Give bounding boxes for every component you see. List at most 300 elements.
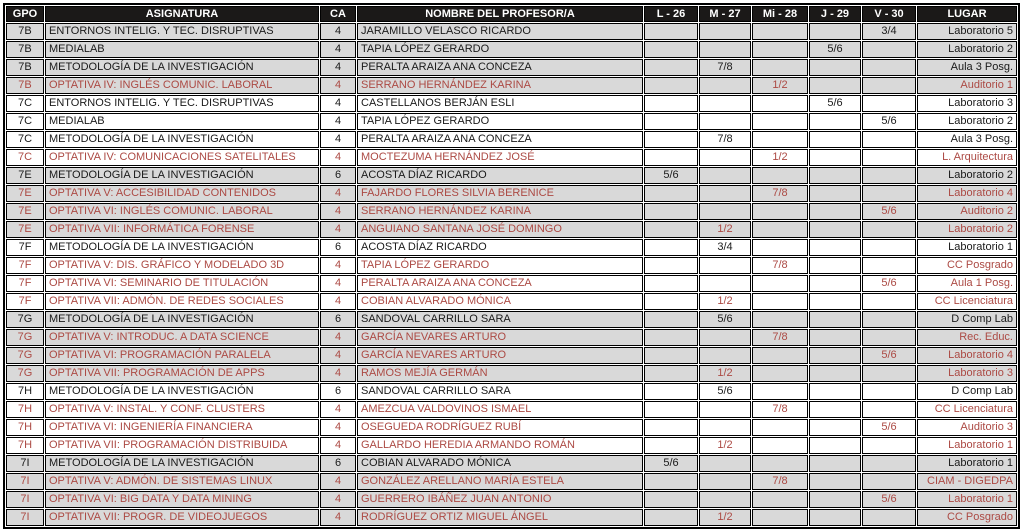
cell-gpo: 7H — [6, 383, 44, 400]
cell-l26 — [644, 311, 698, 328]
cell-ca: 4 — [320, 365, 356, 382]
cell-ca: 4 — [320, 41, 356, 58]
header-row — [6, 6, 1017, 22]
cell-profesor: TAPIA LÓPEZ GERARDO — [357, 41, 643, 58]
cell-v30 — [862, 311, 916, 328]
cell-ca: 4 — [320, 113, 356, 130]
cell-j29 — [809, 167, 861, 184]
cell-asignatura: OPTATIVA V: INTRODUC. A DATA SCIENCE — [45, 329, 319, 346]
cell-ca: 4 — [320, 185, 356, 202]
cell-v30 — [862, 221, 916, 238]
table-row — [6, 95, 1017, 112]
cell-mi28: 7/8 — [752, 401, 808, 418]
cell-m27: 1/2 — [699, 293, 751, 310]
cell-asignatura: METODOLOGÍA DE LA INVESTIGACIÓN — [45, 167, 319, 184]
cell-profesor: RAMOS MEJÍA GERMÁN — [357, 365, 643, 382]
schedule-table — [3, 3, 1020, 529]
cell-j29 — [809, 401, 861, 418]
cell-j29 — [809, 509, 861, 526]
cell-j29: 5/6 — [809, 41, 861, 58]
cell-l26 — [644, 131, 698, 148]
cell-j29 — [809, 419, 861, 436]
cell-l26 — [644, 473, 698, 490]
cell-v30: 5/6 — [862, 491, 916, 508]
cell-asignatura: OPTATIVA IV: INGLÉS COMUNIC. LABORAL — [45, 77, 319, 94]
column-header-ca: CA — [320, 6, 356, 22]
column-header-m27: M - 27 — [699, 6, 751, 22]
cell-lugar: Aula 3 Posg. — [917, 59, 1017, 76]
cell-ca: 4 — [320, 329, 356, 346]
cell-m27: 1/2 — [699, 437, 751, 454]
cell-asignatura: OPTATIVA VI: PROGRAMACIÓN PARALELA — [45, 347, 319, 364]
cell-v30 — [862, 185, 916, 202]
cell-m27 — [699, 113, 751, 130]
cell-gpo: 7G — [6, 347, 44, 364]
cell-ca: 4 — [320, 257, 356, 274]
cell-j29: 5/6 — [809, 95, 861, 112]
cell-m27 — [699, 95, 751, 112]
cell-profesor: COBIAN ALVARADO MÓNICA — [357, 293, 643, 310]
cell-gpo: 7H — [6, 419, 44, 436]
cell-lugar: CC Posgrado — [917, 509, 1017, 526]
cell-mi28 — [752, 239, 808, 256]
column-header-lugar: LUGAR — [917, 6, 1017, 22]
cell-profesor: GALLARDO HEREDIA ARMANDO ROMÁN — [357, 437, 643, 454]
column-header-gpo: GPO — [6, 6, 44, 22]
cell-profesor: TAPIA LÓPEZ GERARDO — [357, 257, 643, 274]
cell-m27: 7/8 — [699, 131, 751, 148]
cell-profesor: SERRANO HERNÁNDEZ KARINA — [357, 203, 643, 220]
table-row — [6, 257, 1017, 274]
cell-mi28 — [752, 41, 808, 58]
cell-gpo: 7C — [6, 131, 44, 148]
cell-profesor: SANDOVAL CARRILLO SARA — [357, 311, 643, 328]
cell-mi28 — [752, 509, 808, 526]
cell-gpo: 7G — [6, 329, 44, 346]
table-row — [6, 77, 1017, 94]
cell-mi28 — [752, 365, 808, 382]
cell-mi28: 1/2 — [752, 149, 808, 166]
cell-m27 — [699, 185, 751, 202]
table-row — [6, 311, 1017, 328]
cell-v30: 3/4 — [862, 23, 916, 40]
table-row — [6, 59, 1017, 76]
cell-v30 — [862, 59, 916, 76]
table-row — [6, 419, 1017, 436]
cell-v30 — [862, 95, 916, 112]
cell-ca: 4 — [320, 59, 356, 76]
cell-ca: 4 — [320, 401, 356, 418]
cell-mi28 — [752, 311, 808, 328]
cell-mi28 — [752, 59, 808, 76]
cell-gpo: 7I — [6, 491, 44, 508]
cell-asignatura: OPTATIVA VII: INFORMÁTICA FORENSE — [45, 221, 319, 238]
cell-v30 — [862, 77, 916, 94]
cell-l26 — [644, 185, 698, 202]
cell-m27 — [699, 203, 751, 220]
cell-v30: 5/6 — [862, 347, 916, 364]
cell-lugar: Laboratorio 4 — [917, 185, 1017, 202]
cell-ca: 6 — [320, 239, 356, 256]
cell-m27 — [699, 167, 751, 184]
cell-m27 — [699, 77, 751, 94]
cell-lugar: Laboratorio 5 — [917, 23, 1017, 40]
cell-j29 — [809, 473, 861, 490]
cell-asignatura: MEDIALAB — [45, 113, 319, 130]
cell-j29 — [809, 455, 861, 472]
cell-l26 — [644, 383, 698, 400]
cell-ca: 6 — [320, 383, 356, 400]
cell-l26 — [644, 95, 698, 112]
cell-l26 — [644, 59, 698, 76]
cell-mi28 — [752, 275, 808, 292]
cell-m27: 1/2 — [699, 365, 751, 382]
cell-v30 — [862, 401, 916, 418]
table-row — [6, 185, 1017, 202]
table-row — [6, 167, 1017, 184]
cell-m27: 7/8 — [699, 59, 751, 76]
cell-v30 — [862, 365, 916, 382]
cell-m27 — [699, 41, 751, 58]
cell-asignatura: OPTATIVA VII: PROGRAMACIÓN DISTRIBUIDA — [45, 437, 319, 454]
cell-l26 — [644, 257, 698, 274]
cell-profesor: PERALTA ARAIZA ANA CONCEZA — [357, 59, 643, 76]
cell-gpo: 7E — [6, 185, 44, 202]
cell-mi28 — [752, 347, 808, 364]
cell-asignatura: METODOLOGÍA DE LA INVESTIGACIÓN — [45, 131, 319, 148]
cell-j29 — [809, 383, 861, 400]
cell-l26 — [644, 347, 698, 364]
cell-l26 — [644, 491, 698, 508]
cell-m27 — [699, 401, 751, 418]
cell-mi28 — [752, 221, 808, 238]
cell-v30: 5/6 — [862, 419, 916, 436]
cell-lugar: Rec. Educ. — [917, 329, 1017, 346]
cell-lugar: D Comp Lab — [917, 311, 1017, 328]
table-row — [6, 491, 1017, 508]
cell-lugar: Laboratorio 3 — [917, 365, 1017, 382]
cell-m27: 1/2 — [699, 509, 751, 526]
cell-profesor: ANGUIANO SANTANA JOSÉ DOMINGO — [357, 221, 643, 238]
cell-ca: 4 — [320, 347, 356, 364]
cell-j29 — [809, 77, 861, 94]
table-row — [6, 149, 1017, 166]
cell-ca: 4 — [320, 77, 356, 94]
cell-asignatura: OPTATIVA VII: PROGRAMACIÓN DE APPS — [45, 365, 319, 382]
cell-ca: 4 — [320, 437, 356, 454]
table-row — [6, 131, 1017, 148]
schedule-table-body — [6, 23, 1017, 526]
cell-lugar: Auditorio 2 — [917, 203, 1017, 220]
table-row — [6, 221, 1017, 238]
table-row — [6, 365, 1017, 382]
cell-asignatura: OPTATIVA VII: ADMÓN. DE REDES SOCIALES — [45, 293, 319, 310]
cell-v30 — [862, 41, 916, 58]
cell-lugar: Laboratorio 1 — [917, 239, 1017, 256]
cell-profesor: RODRÍGUEZ ORTIZ MIGUEL ÁNGEL — [357, 509, 643, 526]
cell-l26: 5/6 — [644, 455, 698, 472]
cell-m27: 5/6 — [699, 311, 751, 328]
cell-v30 — [862, 149, 916, 166]
cell-j29 — [809, 23, 861, 40]
cell-gpo: 7F — [6, 257, 44, 274]
cell-gpo: 7C — [6, 95, 44, 112]
cell-ca: 4 — [320, 203, 356, 220]
cell-asignatura: OPTATIVA IV: COMUNICACIONES SATELITALES — [45, 149, 319, 166]
cell-j29 — [809, 185, 861, 202]
cell-gpo: 7B — [6, 59, 44, 76]
cell-profesor: FAJARDO FLORES SILVIA BERENICE — [357, 185, 643, 202]
cell-j29 — [809, 311, 861, 328]
cell-profesor: GARCÍA NEVARES ARTURO — [357, 347, 643, 364]
cell-lugar: Laboratorio 1 — [917, 437, 1017, 454]
cell-lugar: Laboratorio 2 — [917, 167, 1017, 184]
cell-asignatura: OPTATIVA VI: SEMINARIO DE TITULACIÓN — [45, 275, 319, 292]
table-row — [6, 437, 1017, 454]
table-row — [6, 329, 1017, 346]
cell-ca: 6 — [320, 311, 356, 328]
cell-gpo: 7C — [6, 113, 44, 130]
cell-v30 — [862, 383, 916, 400]
cell-lugar: Laboratorio 4 — [917, 347, 1017, 364]
column-header-asignatura: ASIGNATURA — [45, 6, 319, 22]
cell-l26 — [644, 419, 698, 436]
cell-ca: 4 — [320, 131, 356, 148]
cell-ca: 4 — [320, 275, 356, 292]
cell-gpo: 7H — [6, 437, 44, 454]
cell-j29 — [809, 59, 861, 76]
cell-gpo: 7I — [6, 473, 44, 490]
column-header-v30: V - 30 — [862, 6, 916, 22]
cell-asignatura: OPTATIVA V: ADMÓN. DE SISTEMAS LINUX — [45, 473, 319, 490]
cell-lugar: D Comp Lab — [917, 383, 1017, 400]
cell-mi28 — [752, 131, 808, 148]
cell-asignatura: OPTATIVA VII: PROGR. DE VIDEOJUEGOS — [45, 509, 319, 526]
cell-gpo: 7I — [6, 509, 44, 526]
cell-l26 — [644, 23, 698, 40]
cell-l26 — [644, 149, 698, 166]
cell-profesor: SERRANO HERNÁNDEZ KARINA — [357, 77, 643, 94]
cell-j29 — [809, 203, 861, 220]
cell-m27: 5/6 — [699, 383, 751, 400]
table-row — [6, 23, 1017, 40]
cell-mi28 — [752, 95, 808, 112]
cell-ca: 6 — [320, 455, 356, 472]
table-row — [6, 455, 1017, 472]
cell-m27 — [699, 329, 751, 346]
table-row — [6, 401, 1017, 418]
cell-ca: 4 — [320, 491, 356, 508]
column-header-mi28: Mi - 28 — [752, 6, 808, 22]
cell-gpo: 7G — [6, 311, 44, 328]
cell-asignatura: OPTATIVA V: INSTAL. Y CONF. CLUSTERS — [45, 401, 319, 418]
table-row — [6, 239, 1017, 256]
cell-ca: 4 — [320, 293, 356, 310]
column-header-profesor: NOMBRE DEL PROFESOR/A — [357, 6, 643, 22]
cell-ca: 4 — [320, 149, 356, 166]
cell-profesor: GONZÁLEZ ARELLANO MARÍA ESTELA — [357, 473, 643, 490]
cell-v30: 5/6 — [862, 203, 916, 220]
cell-gpo: 7H — [6, 401, 44, 418]
cell-asignatura: OPTATIVA VI: INGENIERÍA FINANCIERA — [45, 419, 319, 436]
cell-ca: 4 — [320, 221, 356, 238]
cell-profesor: TAPIA LÓPEZ GERARDO — [357, 113, 643, 130]
cell-v30 — [862, 509, 916, 526]
cell-mi28: 7/8 — [752, 185, 808, 202]
cell-asignatura: METODOLOGÍA DE LA INVESTIGACIÓN — [45, 59, 319, 76]
cell-mi28 — [752, 419, 808, 436]
cell-m27 — [699, 23, 751, 40]
cell-v30 — [862, 293, 916, 310]
cell-l26 — [644, 203, 698, 220]
cell-gpo: 7B — [6, 77, 44, 94]
table-row — [6, 113, 1017, 130]
cell-j29 — [809, 275, 861, 292]
cell-j29 — [809, 257, 861, 274]
table-row — [6, 203, 1017, 220]
cell-m27 — [699, 347, 751, 364]
cell-profesor: SANDOVAL CARRILLO SARA — [357, 383, 643, 400]
cell-l26 — [644, 509, 698, 526]
cell-profesor: MOCTEZUMA HERNÁNDEZ JOSÉ — [357, 149, 643, 166]
cell-lugar: Auditorio 1 — [917, 77, 1017, 94]
cell-profesor: ACOSTA DÍAZ RICARDO — [357, 167, 643, 184]
cell-mi28 — [752, 437, 808, 454]
cell-mi28: 1/2 — [752, 77, 808, 94]
cell-m27 — [699, 419, 751, 436]
cell-ca: 4 — [320, 419, 356, 436]
table-row — [6, 383, 1017, 400]
table-row — [6, 293, 1017, 310]
cell-asignatura: METODOLOGÍA DE LA INVESTIGACIÓN — [45, 455, 319, 472]
cell-ca: 4 — [320, 509, 356, 526]
cell-j29 — [809, 239, 861, 256]
cell-ca: 4 — [320, 23, 356, 40]
cell-m27 — [699, 473, 751, 490]
cell-m27 — [699, 491, 751, 508]
cell-m27: 1/2 — [699, 221, 751, 238]
cell-l26 — [644, 329, 698, 346]
cell-gpo: 7C — [6, 149, 44, 166]
cell-asignatura: METODOLOGÍA DE LA INVESTIGACIÓN — [45, 383, 319, 400]
cell-m27 — [699, 257, 751, 274]
cell-j29 — [809, 221, 861, 238]
cell-lugar: CC Licenciatura — [917, 293, 1017, 310]
cell-m27: 3/4 — [699, 239, 751, 256]
cell-asignatura: OPTATIVA VI: INGLÉS COMUNIC. LABORAL — [45, 203, 319, 220]
cell-lugar: Auditorio 3 — [917, 419, 1017, 436]
cell-l26 — [644, 77, 698, 94]
cell-j29 — [809, 437, 861, 454]
cell-ca: 4 — [320, 95, 356, 112]
cell-lugar: Laboratorio 2 — [917, 221, 1017, 238]
cell-profesor: COBIAN ALVARADO MÓNICA — [357, 455, 643, 472]
cell-asignatura: OPTATIVA V: ACCESIBILIDAD CONTENIDOS — [45, 185, 319, 202]
cell-gpo: 7I — [6, 455, 44, 472]
cell-v30: 5/6 — [862, 113, 916, 130]
cell-v30 — [862, 473, 916, 490]
cell-j29 — [809, 113, 861, 130]
cell-lugar: CC Posgrado — [917, 257, 1017, 274]
cell-mi28 — [752, 203, 808, 220]
cell-gpo: 7E — [6, 167, 44, 184]
cell-profesor: PERALTA ARAIZA ANA CONCEZA — [357, 131, 643, 148]
cell-profesor: CASTELLANOS BERJÁN ESLI — [357, 95, 643, 112]
cell-v30 — [862, 167, 916, 184]
cell-j29 — [809, 365, 861, 382]
cell-j29 — [809, 149, 861, 166]
cell-lugar: Laboratorio 1 — [917, 491, 1017, 508]
cell-l26 — [644, 437, 698, 454]
cell-l26 — [644, 221, 698, 238]
cell-gpo: 7F — [6, 293, 44, 310]
cell-l26 — [644, 275, 698, 292]
schedule-table-header — [6, 6, 1017, 22]
cell-mi28 — [752, 23, 808, 40]
cell-j29 — [809, 491, 861, 508]
table-row — [6, 473, 1017, 490]
cell-mi28: 7/8 — [752, 257, 808, 274]
cell-gpo: 7E — [6, 221, 44, 238]
cell-mi28 — [752, 113, 808, 130]
cell-lugar: Aula 3 Posg. — [917, 131, 1017, 148]
cell-v30 — [862, 239, 916, 256]
cell-lugar: L. Arquitectura — [917, 149, 1017, 166]
cell-l26 — [644, 239, 698, 256]
cell-v30 — [862, 131, 916, 148]
cell-asignatura: OPTATIVA V: DIS. GRÁFICO Y MODELADO 3D — [45, 257, 319, 274]
cell-asignatura: METODOLOGÍA DE LA INVESTIGACIÓN — [45, 239, 319, 256]
cell-gpo: 7F — [6, 239, 44, 256]
cell-mi28 — [752, 167, 808, 184]
cell-asignatura: MEDIALAB — [45, 41, 319, 58]
cell-l26 — [644, 401, 698, 418]
cell-profesor: JARAMILLO VELASCO RICARDO — [357, 23, 643, 40]
cell-m27 — [699, 149, 751, 166]
cell-lugar: Laboratorio 2 — [917, 113, 1017, 130]
cell-j29 — [809, 329, 861, 346]
cell-gpo: 7B — [6, 41, 44, 58]
cell-m27 — [699, 275, 751, 292]
cell-lugar: Laboratorio 2 — [917, 41, 1017, 58]
cell-lugar: CC Licenciatura — [917, 401, 1017, 418]
cell-lugar: Aula 1 Posg. — [917, 275, 1017, 292]
cell-asignatura: ENTORNOS INTELIG. Y TEC. DISRUPTIVAS — [45, 23, 319, 40]
cell-asignatura: METODOLOGÍA DE LA INVESTIGACIÓN — [45, 311, 319, 328]
cell-m27 — [699, 455, 751, 472]
cell-j29 — [809, 131, 861, 148]
cell-mi28 — [752, 293, 808, 310]
cell-l26: 5/6 — [644, 167, 698, 184]
cell-v30 — [862, 329, 916, 346]
cell-lugar: Laboratorio 1 — [917, 455, 1017, 472]
cell-profesor: PERALTA ARAIZA ANA CONCEZA — [357, 275, 643, 292]
cell-v30: 5/6 — [862, 275, 916, 292]
cell-profesor: ACOSTA DÍAZ RICARDO — [357, 239, 643, 256]
table-row — [6, 275, 1017, 292]
cell-lugar: CIAM - DIGEDPA — [917, 473, 1017, 490]
cell-profesor: OSEGUEDA RODRÍGUEZ RUBÍ — [357, 419, 643, 436]
table-row — [6, 509, 1017, 526]
cell-l26 — [644, 365, 698, 382]
cell-v30 — [862, 257, 916, 274]
cell-mi28: 7/8 — [752, 329, 808, 346]
cell-l26 — [644, 293, 698, 310]
table-row — [6, 41, 1017, 58]
cell-gpo: 7E — [6, 203, 44, 220]
column-header-l26: L - 26 — [644, 6, 698, 22]
column-header-j29: J - 29 — [809, 6, 861, 22]
